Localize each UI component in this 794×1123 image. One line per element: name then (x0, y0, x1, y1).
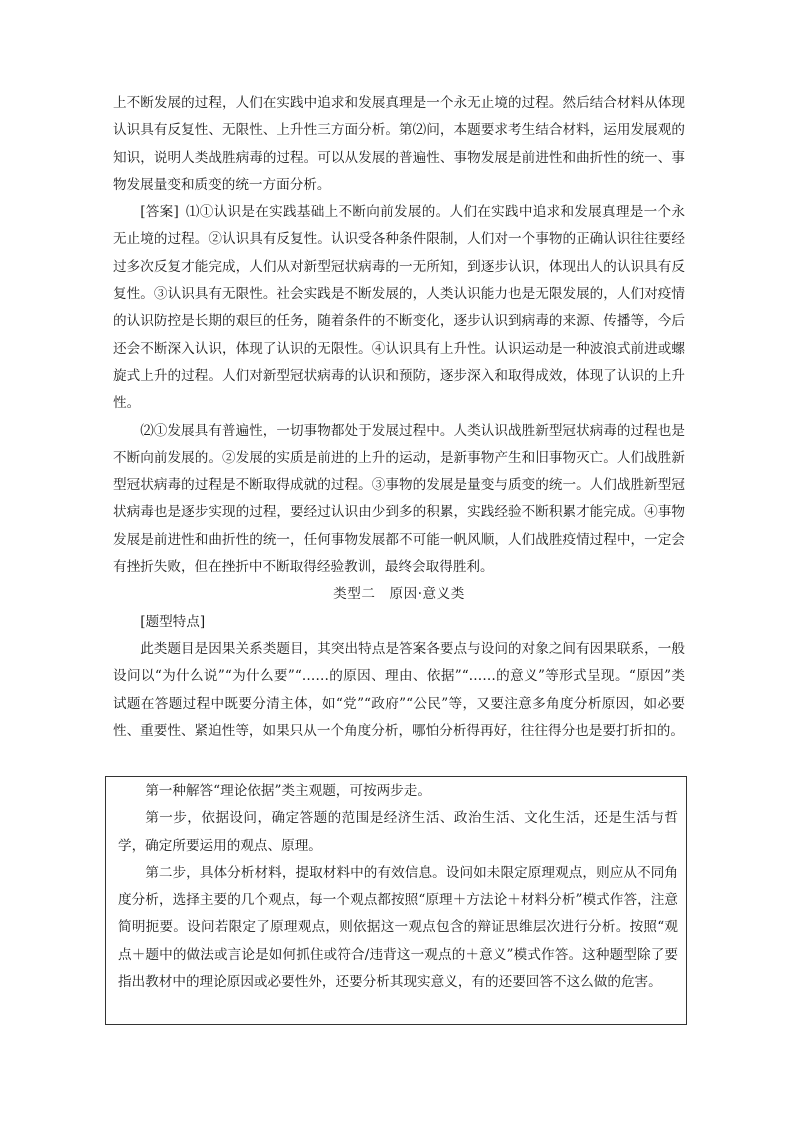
box-step1: 第一步，依据设问，确定答题的范围是经济生活、政治生活、文化生活，还是生活与哲学，确定所要运用的观点、原理。 (118, 810, 678, 854)
feature-label: [题型特点] (140, 613, 206, 630)
intro-paragraph: 上不断发展的过程，人们在实践中追求和发展真理是一个永无止境的过程。然后结合材料从体现认识具有反复性、无限性、上升性三方面分析。第⑵问，本题要求考生结合材料，运用发展观的知识，说明人类战胜病毒的过程。可以从发展的普遍性、事物发展是前进性和曲折性的统一、事物发展量变和质变的统一方面分析。 (113, 95, 685, 193)
document-body (113, 90, 685, 745)
box-intro: 第一种解答“理论依据”类主观题，可按两步走。 (145, 783, 431, 799)
answer-part1 (113, 199, 685, 417)
method-box (105, 776, 687, 1025)
answer-tag: [答案] (140, 204, 179, 221)
answer-part2: ⑵①发展具有普遍性，一切事物都处于发展过程中。人类认识战胜新型冠状病毒的过程也是不断向前发展的。②发展的实质是前进的上升的运动，是新事物产生和旧事物灭亡。人们战胜新型冠状病毒的过程是不断取得成就的过程。③事物的发展是量变与质变的统一。人们战胜新型冠状病毒也是逐步实现的过程，要经过认识由少到多的积累，实践经验不断积累才能完成。④事物发展是前进性和曲折性的统一，任何事物发展都不可能一帆风顺，人们战胜疫情过程中，一定会有挫折失败，但在挫折中不断取得经验教训，最终会取得胜利。 (113, 422, 685, 576)
section-heading: 类型二 原因·意义类 (333, 586, 465, 603)
feature-paragraph: 此类题目是因果关系类题目，其突出特点是答案各要点与设问的对象之间有因果联系，一般设问以“为什么说”“为什么要”“……的原因、理由、依据”“……的意义”等形式呈现。“原因”类试题在答题过程中既要分清主体，如“党”“政府”“公民”等，又要注意多角度分析原因，如必要性、重要性、紧迫性等，如果只从一个角度分析，哪怕分析得再好，往往得分也是要打折扣的。 (113, 640, 685, 739)
answer-part1-text: ⑴①认识是在实践基础上不断向前发展的。人们在实践中追求和发展真理是一个永无止境的过程。②认识具有反复性。认识受各种条件限制，人们对一个事物的正确认识往往要经过多次反复才能完成，人们从对新型冠状病毒的一无所知，到逐步认识，体现出人的认识具有反复性。③认识具有无限性。社会实践是不断发展的，人类认识能力也是无限发展的，人们对疫情的认识防控是长期的艰巨的任务，随着条件的不断变化，逐步认识到病毒的来源、传播等，今后还会不断深入认识，体现了认识的无限性。④认识具有上升性。认识运动是一种波浪式前进或螺旋式上升的过程。人们对新型冠状病毒的认识和预防，逐步深入和取得成效，体现了认识的上升性。 (113, 204, 686, 412)
box-step2: 第二步，具体分析材料，提取材料中的有效信息。设问如未限定原理观点，则应从不同角度分析，选择主要的几个观点，每一个观点都按照“原理＋方法论＋材料分析”模式作答，注意简明扼要。设问若限定了原理观点，则依据这一观点包含的辩证思维层次进行分析。按照“观点＋题中的做法或言论是如何抓住或符合/违背这一观点的＋意义”模式作答。这种题型除了要指出教材中的理论原因或必要性外，还要分析其现实意义，有的还要回答不这么做的危害。 (118, 864, 678, 991)
